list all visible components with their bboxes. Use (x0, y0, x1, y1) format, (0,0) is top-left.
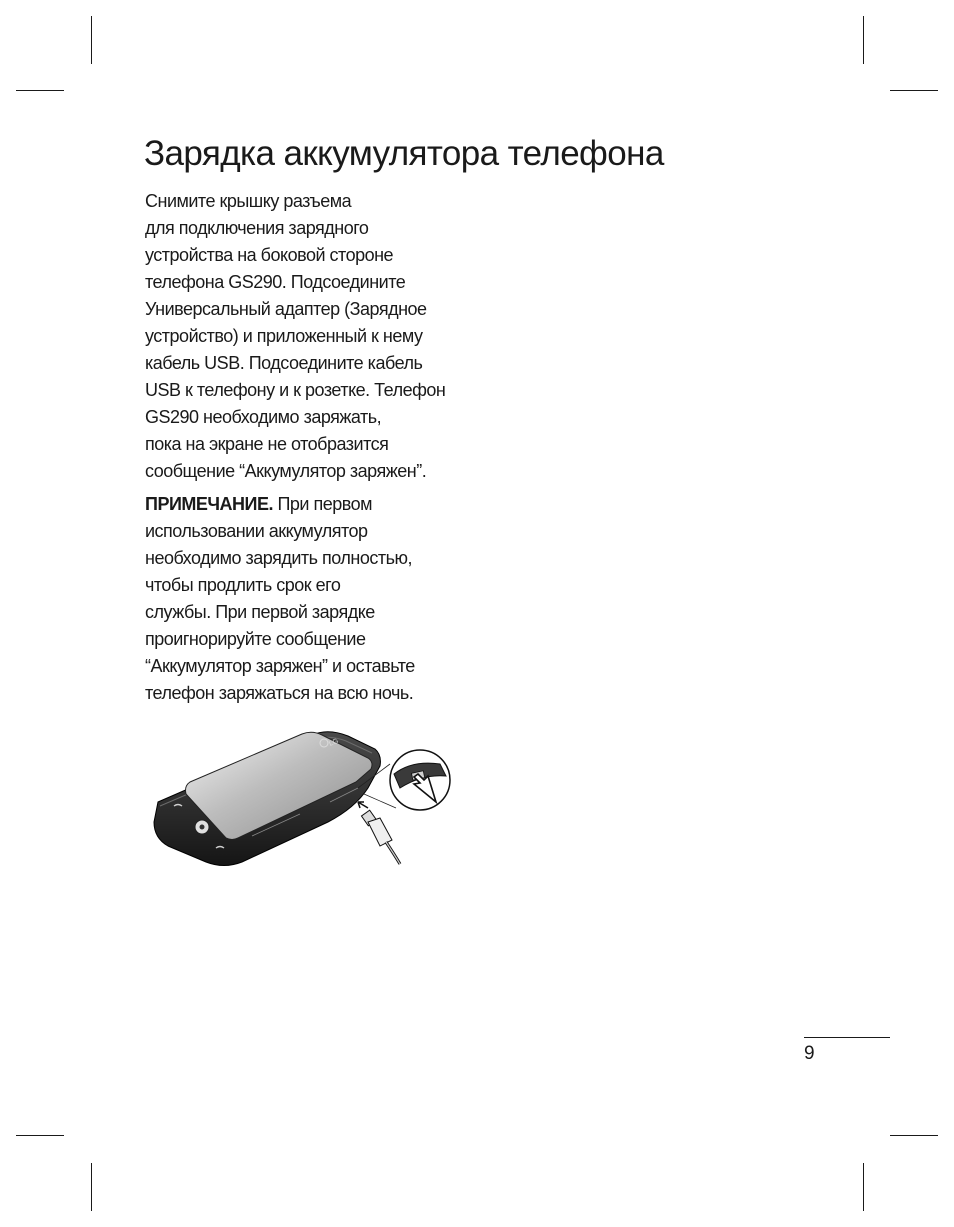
paragraph-line: телефона GS290. Подсоедините (145, 272, 406, 292)
paragraph-line: для подключения зарядного (145, 218, 369, 238)
page-title: Зарядка аккумулятора телефона (144, 134, 664, 173)
crop-mark-top-right-horizontal (890, 90, 938, 91)
paragraph-line: Снимите крышку разъема (145, 191, 352, 211)
paragraph-line: кабель USB. Подсоедините кабель (145, 353, 423, 373)
note-line: проигнорируйте сообщение (145, 629, 366, 649)
crop-mark-top-right-vertical (863, 16, 864, 64)
paragraph-line: сообщение “Аккумулятор заряжен”. (145, 461, 427, 481)
note-line: использовании аккумулятор (145, 521, 368, 541)
phone-charging-illustration (150, 722, 455, 867)
crop-mark-top-left-vertical (91, 16, 92, 64)
note-paragraph (145, 491, 475, 707)
paragraph-line: устройства на боковой стороне (145, 245, 394, 265)
connect-arrow-icon (358, 802, 368, 808)
charging-instructions-paragraph (145, 188, 475, 485)
note-line: необходимо зарядить полностью, (145, 548, 412, 568)
paragraph-line: USB к телефону и к розетке. Телефон (145, 380, 446, 400)
brand-logo: LG (328, 737, 340, 748)
note-line: чтобы продлить срок его (145, 575, 341, 595)
paragraph-line: Универсальный адаптер (Зарядное (145, 299, 427, 319)
crop-mark-bottom-right-vertical (863, 1163, 864, 1211)
note-line: службы. При первой зарядке (145, 602, 375, 622)
paragraph-line: пока на экране не отобразится (145, 434, 389, 454)
footer-rule (804, 1037, 890, 1038)
note-line: “Аккумулятор заряжен” и оставьте (145, 656, 415, 676)
phone-body (154, 732, 380, 866)
page-number: 9 (804, 1043, 815, 1064)
crop-mark-bottom-left-vertical (91, 1163, 92, 1211)
crop-mark-bottom-left-horizontal (16, 1135, 64, 1136)
crop-mark-top-left-horizontal (16, 90, 64, 91)
note-line: телефон заряжаться на всю ночь. (145, 683, 414, 703)
paragraph-line: GS290 необходимо заряжать, (145, 407, 382, 427)
note-label: ПРИМЕЧАНИЕ. (145, 494, 273, 514)
crop-mark-bottom-right-horizontal (890, 1135, 938, 1136)
usb-cable (358, 802, 400, 864)
note-first-line (145, 491, 475, 518)
paragraph-line: устройство) и приложенный к нему (145, 326, 423, 346)
note-first-line-text: При первом (272, 494, 373, 514)
